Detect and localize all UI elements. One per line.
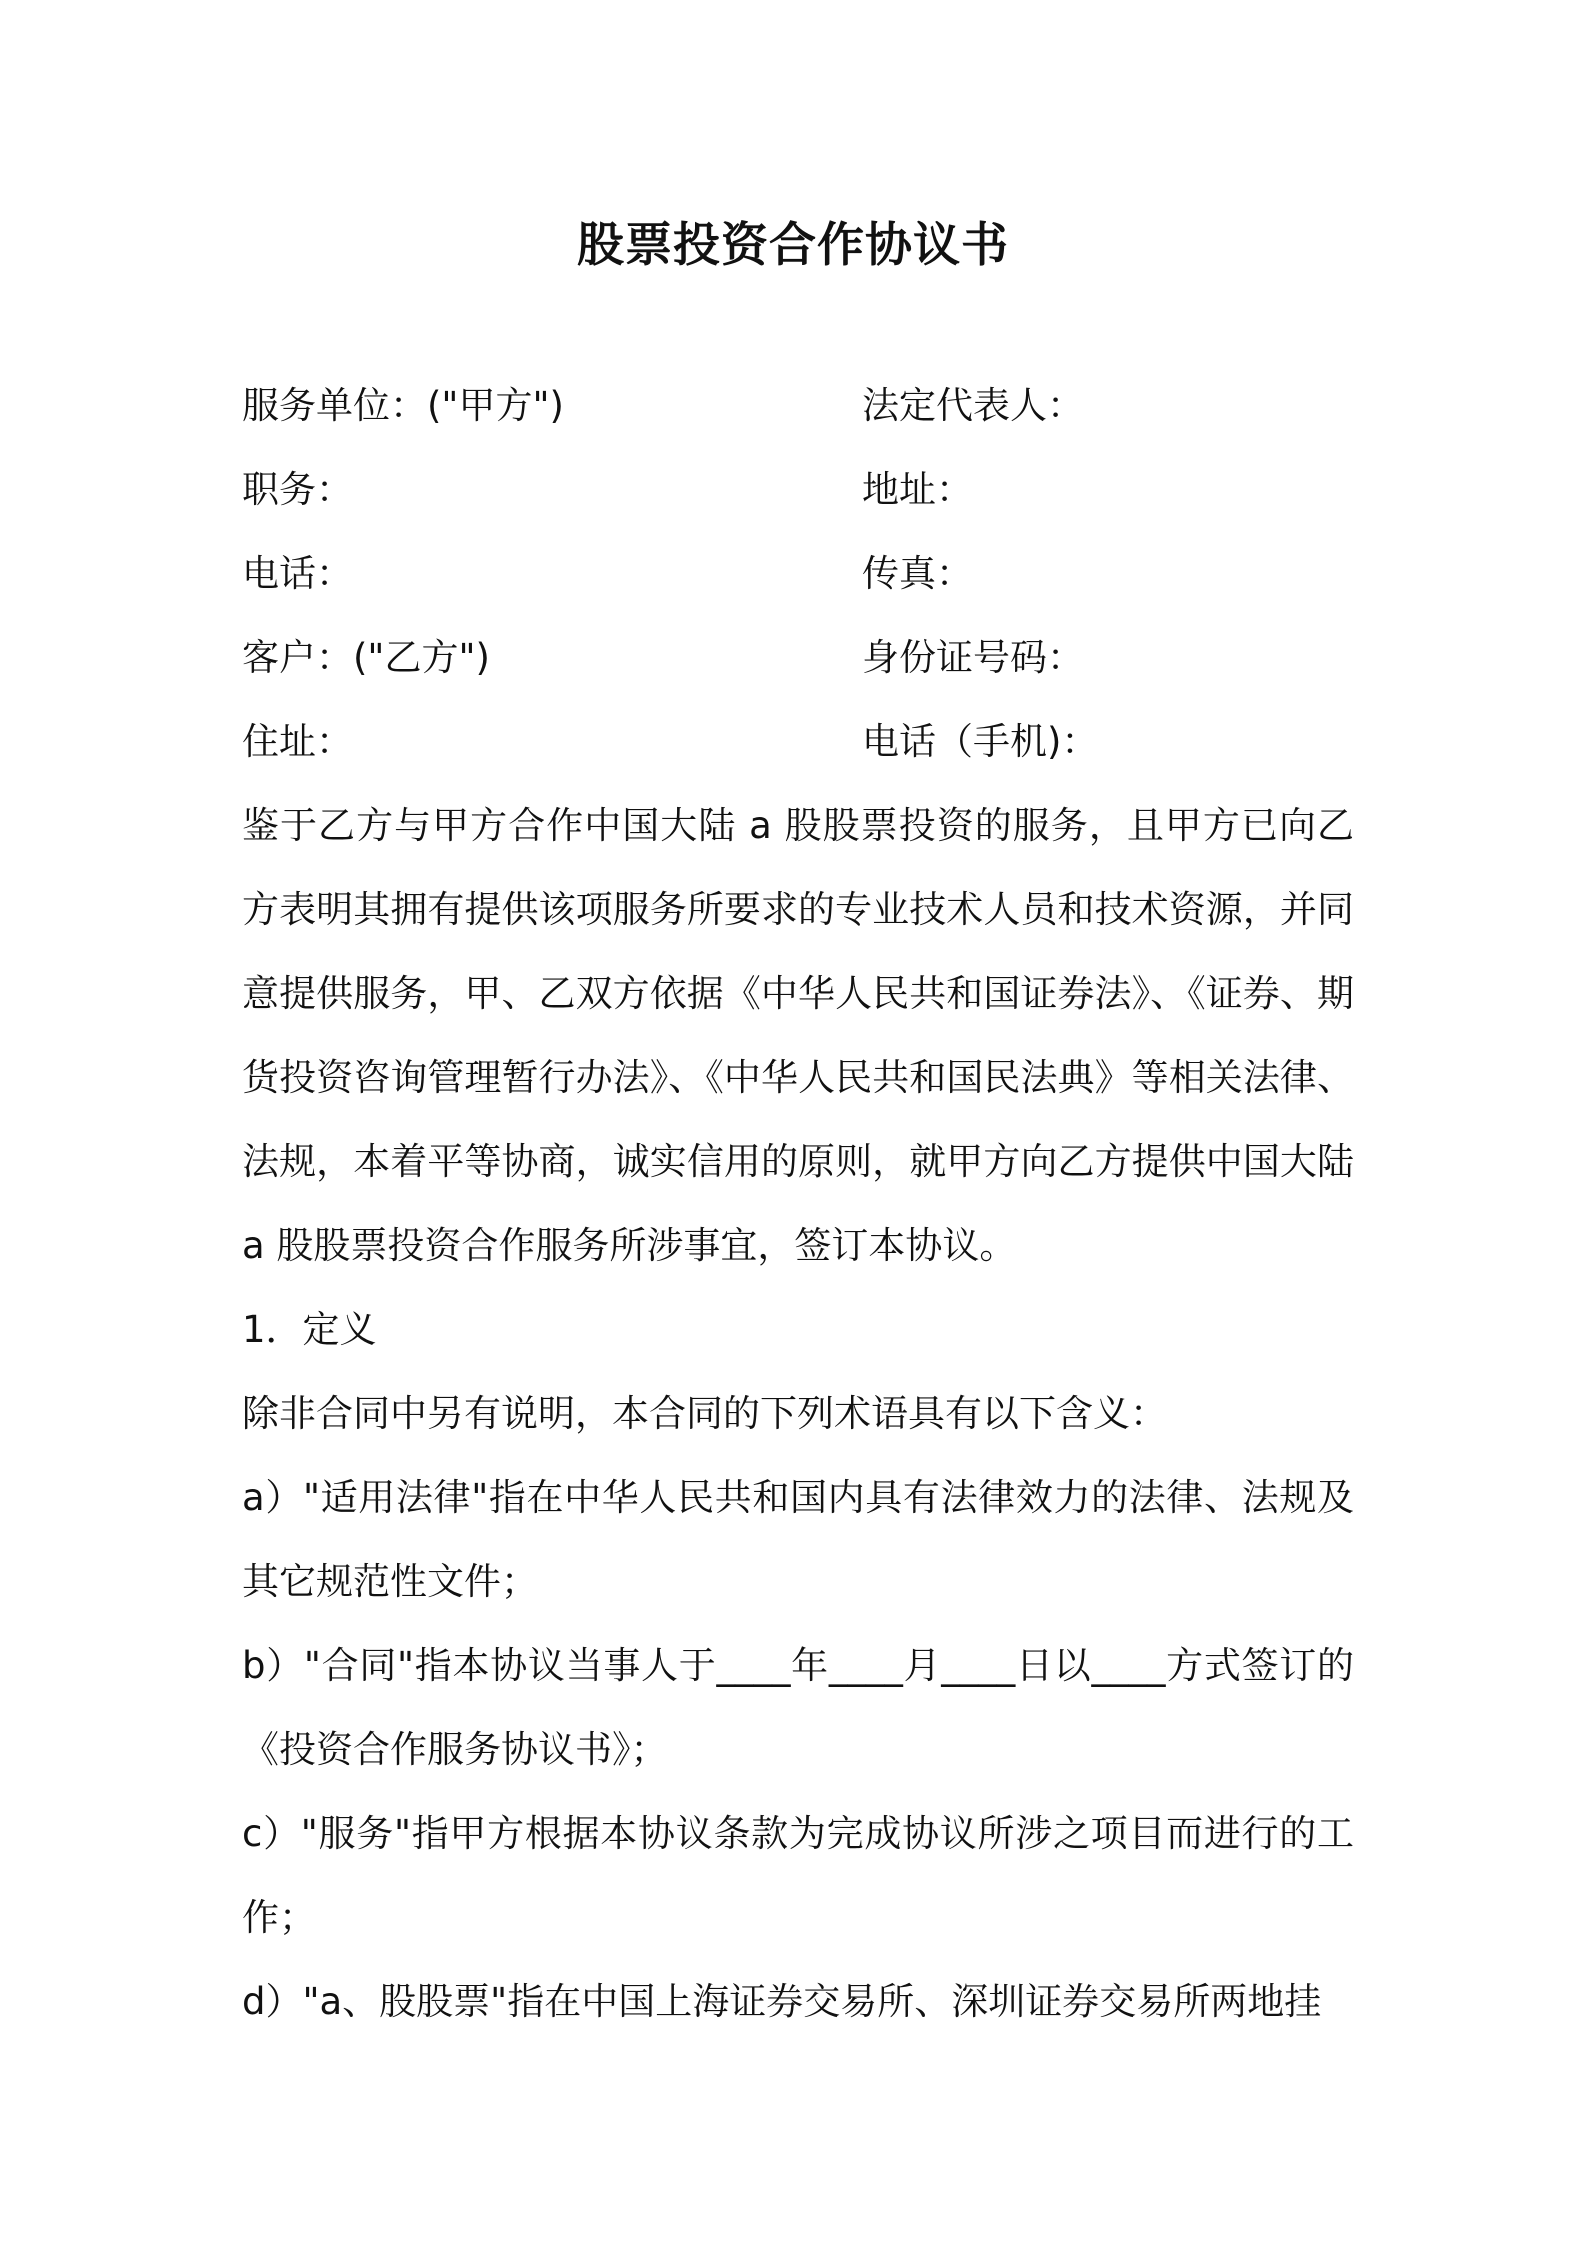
residence-label: 住址： [242,720,353,763]
address-label: 地址： [862,468,973,511]
party-info-row [242,448,1354,532]
phone-label: 电话： [242,552,353,595]
definition-item: a）"适用法律"指在中华人民共和国内具有法律效力的法律、法规及其它规范性文件； [242,1476,1354,1603]
party-info-row [242,616,1354,700]
party-info-row [242,364,1354,448]
document-body [242,364,1354,2044]
mobile-phone-label: 电话（手机)： [862,720,1099,763]
section-1-heading: 1．定义 [242,1308,377,1351]
id-number-label: 身份证号码： [862,636,1084,679]
definition-item: d）"a、股股票"指在中国上海证券交易所、深圳证券交易所两地挂 [242,1980,1322,2023]
party-info-row [242,700,1354,784]
legal-representative-label: 法定代表人： [862,384,1084,427]
position-label: 职务： [242,468,353,511]
party-info-row [242,532,1354,616]
fax-label: 传真： [862,552,973,595]
section-1-intro: 除非合同中另有说明，本合同的下列术语具有以下含义： [242,1392,1167,1435]
service-unit-label: 服务单位：("甲方") [242,384,564,427]
preamble-paragraph: 鉴于乙方与甲方合作中国大陆 a 股股票投资的服务，且甲方已向乙方表明其拥有提供该项服务所要求的专业技术人员和技术资源，并同意提供服务，甲、乙双方依据《中华人民共和国证券法》、《证券、期货投资咨询管理暂行办法》、《中华人民共和国民法典》等相关法律、法规，本着平等协商，诚实信用的原则，就甲方向乙方提供中国大陆 a 股股票投资合作服务所涉事宜，签订本协议。 [242,804,1354,1267]
document-title: 股票投资合作协议书 [577,218,1009,273]
definition-item: b）"合同"指本协议当事人于____年____月____日以____方式签订的《投资合作服务协议书》； [242,1644,1354,1771]
definition-item: c）"服务"指甲方根据本协议条款为完成协议所涉之项目而进行的工作； [242,1812,1354,1939]
client-label: 客户：("乙方") [242,636,490,679]
